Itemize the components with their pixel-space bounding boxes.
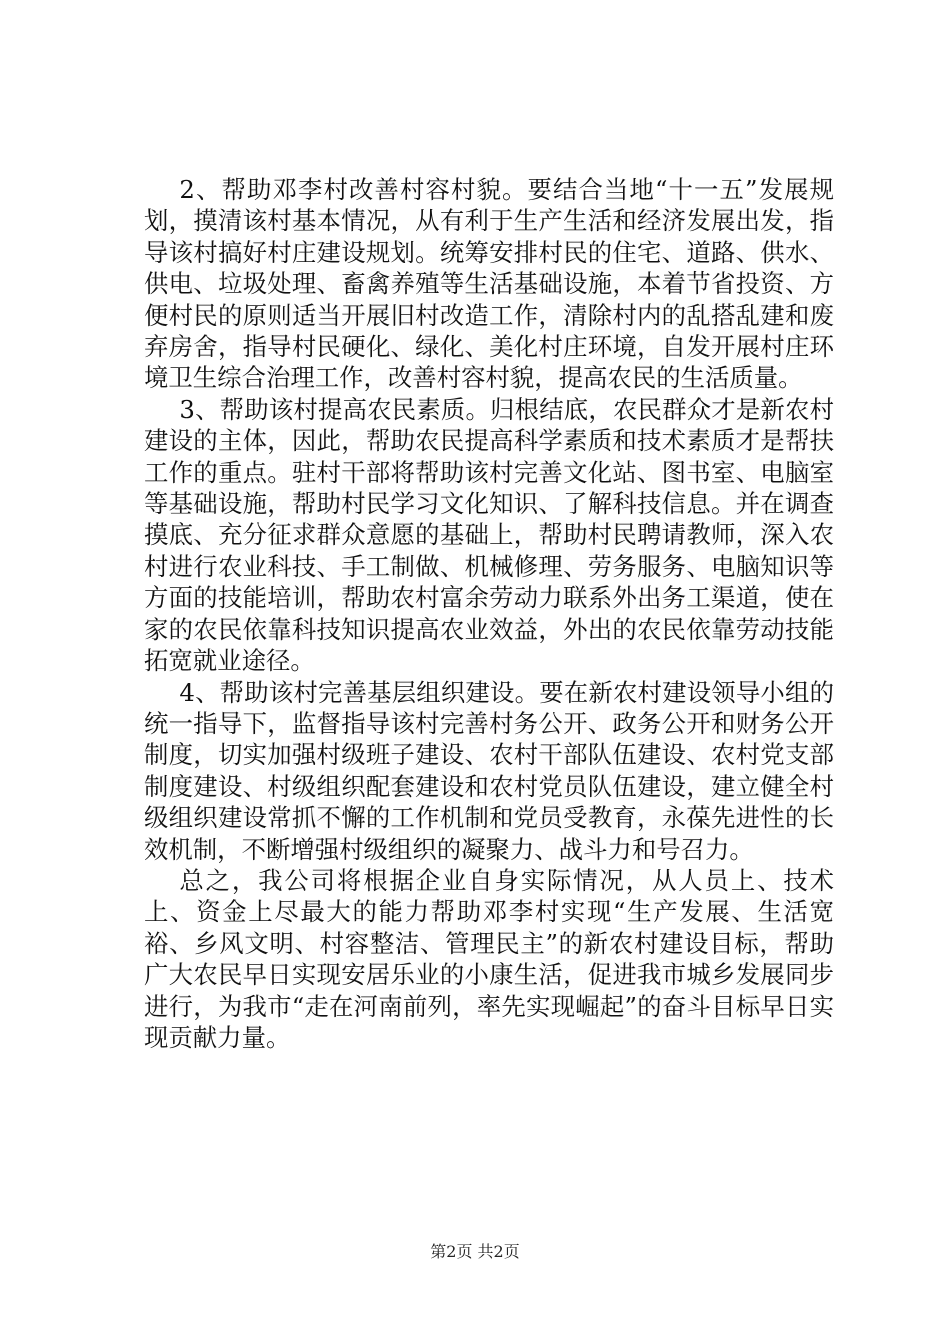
paragraph-grassroots-organization: 4、帮助该村完善基层组织建设。要在新农村建设领导小组的统一指导下，监督指导该村完善村务公开、政务公开和财务公开制度，切实加强村级班子建设、农村干部队伍建设、农村党支部制度建设、村级组织配套建设和农村党员队伍建设，建立健全村级组织建设常抓不懈的工作机制和党员受教育，永葆先进性的长效机制，不断增强村级组织的凝聚力、战斗力和号召力。	[144, 677, 834, 864]
paragraph-farmer-quality: 3、帮助该村提高农民素质。归根结底，农民群众才是新农村建设的主体，因此，帮助农民提高科学素质和技术素质才是帮扶工作的重点。驻村干部将帮助该村完善文化站、图书室、电脑室等基础设施，帮助村民学习文化知识、了解科技信息。并在调查摸底、充分征求群众意愿的基础上，帮助村民聘请教师，深入农村进行农业科技、手工制做、机械修理、劳务服务、电脑知识等方面的技能培训，帮助农村富余劳动力联系外出务工渠道，使在家的农民依靠科技知识提高农业效益，外出的农民依靠劳动技能拓宽就业途径。	[144, 394, 834, 676]
document-body	[144, 174, 834, 1053]
paragraph-village-appearance: 2、帮助邓李村改善村容村貌。要结合当地“十一五”发展规划，摸清该村基本情况，从有利于生产生活和经济发展出发，指导该村搞好村庄建设规划。统筹安排村民的住宅、道路、供水、供电、垃圾处理、畜禽养殖等生活基础设施，本着节省投资、方便村民的原则适当开展旧村改造工作，清除村内的乱搭乱建和废弃房舍，指导村民硬化、绿化、美化村庄环境，自发开展村庄环境卫生综合治理工作，改善村容村貌，提高农民的生活质量。	[144, 175, 834, 393]
paragraph-summary: 总之，我公司将根据企业自身实际情况，从人员上、技术上、资金上尽最大的能力帮助邓李村实现“生产发展、生活宽裕、乡风文明、村容整洁、管理民主”的新农村建设目标，帮助广大农民早日实现安居乐业的小康生活，促进我市城乡发展同步进行，为我市“走在河南前列，率先实现崛起”的奋斗目标早日实现贡献力量。	[144, 865, 834, 1052]
page-number-footer: 第2页 共2页	[430, 1242, 520, 1261]
